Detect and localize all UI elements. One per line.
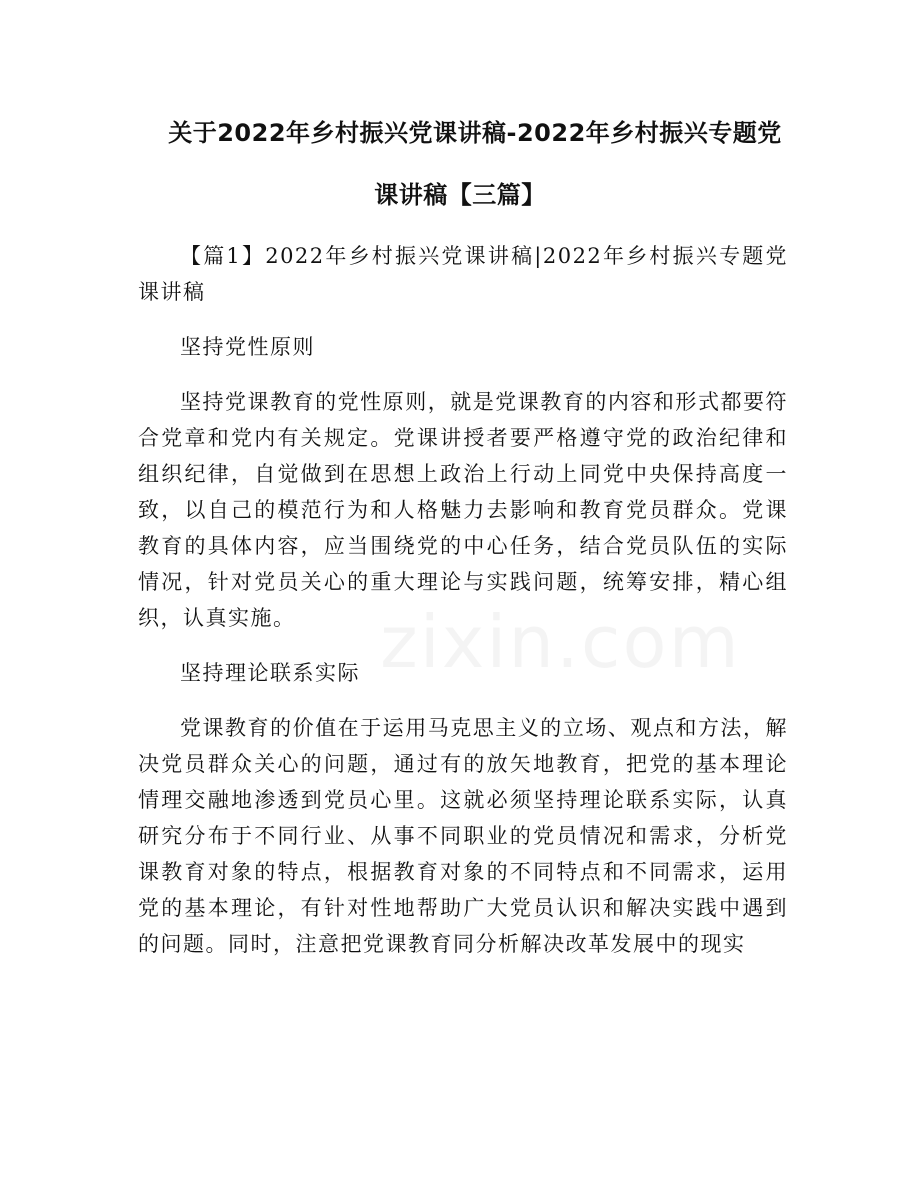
subheading-theory-practice: 坚持理论联系实际 — [180, 661, 360, 685]
subheading-party-principle: 坚持党性原则 — [180, 335, 315, 359]
section-heading-chapter-1: 【篇1】2022年乡村振兴党课讲稿|2022年乡村振兴专题党课讲稿 — [138, 244, 788, 304]
document-title-line-1: 关于2022年乡村振兴党课讲稿-2022年乡村振兴专题党 — [168, 119, 782, 147]
document-body — [138, 238, 788, 962]
document-title-line-2: 课讲稿【三篇】 — [374, 181, 546, 209]
paragraph-theory-practice: 党课教育的价值在于运用马克思主义的立场、观点和方法，解决党员群众关心的问题，通过有的放矢地教育，把党的基本理论情理交融地渗透到党员心里。这就必须坚持理论联系实际，认真研究分布于不同行业、从事不同职业的党员情况和需求，分析党课教育对象的特点，根据教育对象的不同特点和不同需求，运用党的基本理论，有针对性地帮助广大党员认识和解决实践中遇到的问题。同时，注意把党课教育同分析解决改革发展中的现实 — [138, 716, 788, 956]
paragraph-party-principle: 坚持党课教育的党性原则，就是党课教育的内容和形式都要符合党章和党内有关规定。党课讲授者要严格遵守党的政治纪律和组织纪律，自觉做到在思想上政治上行动上同党中央保持高度一致，以自己的模范行为和人格魅力去影响和教育党员群众。党课教育的具体内容，应当围绕党的中心任务，结合党员队伍的实际情况，针对党员关心的重大理论与实践问题，统筹安排，精心组织，认真实施。 — [138, 390, 788, 630]
